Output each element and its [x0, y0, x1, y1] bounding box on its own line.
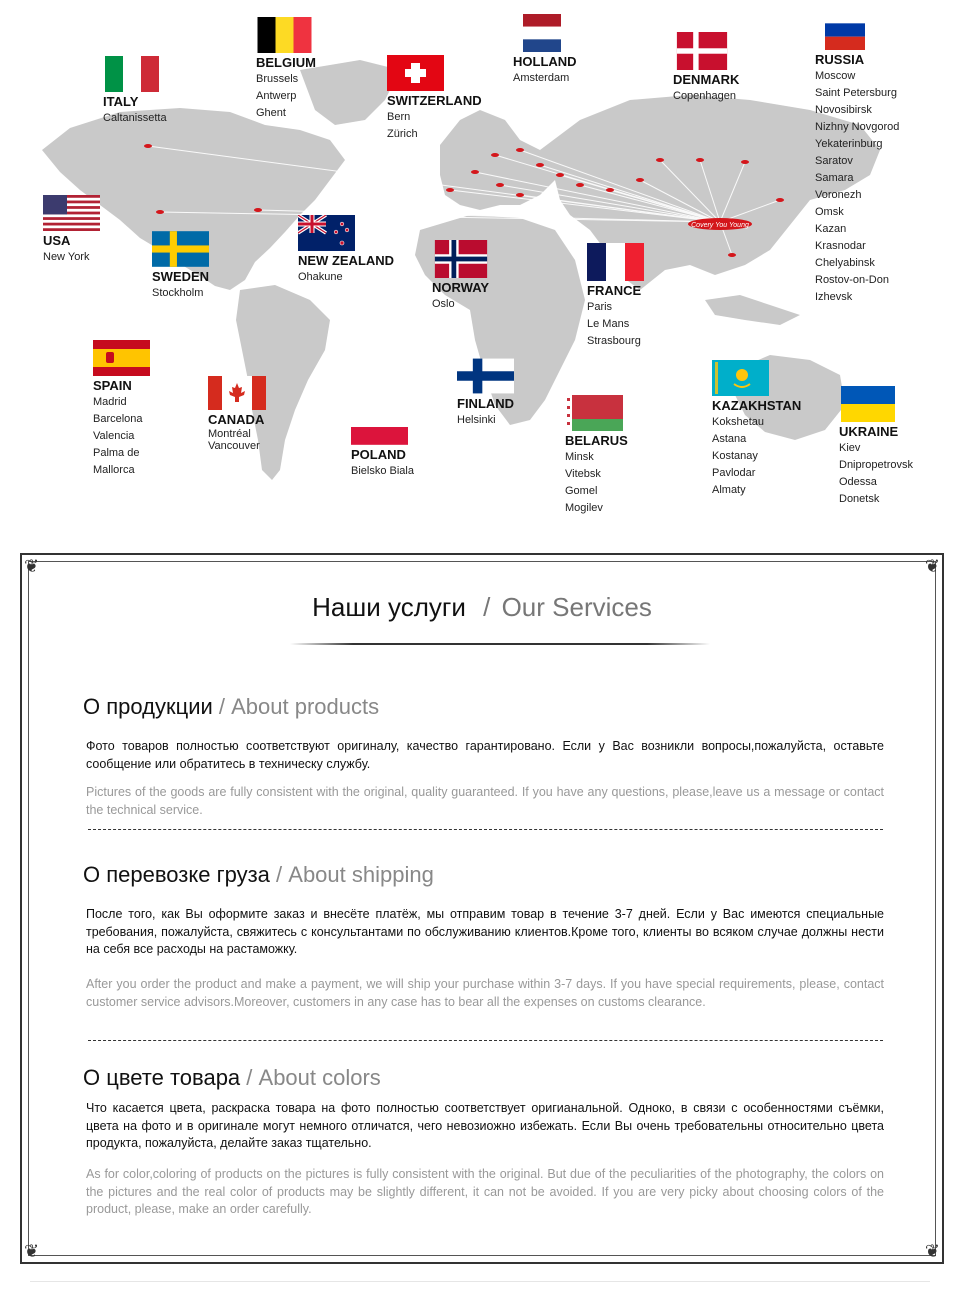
sweden-flag-icon [152, 231, 209, 267]
section-heading-en: / About products [218, 694, 380, 719]
poland-flag-icon [351, 409, 408, 445]
city-name: Dnipropetrovsk [839, 459, 913, 471]
city-list [457, 412, 514, 429]
country-denmark [673, 32, 739, 105]
city-name: Saratov [815, 155, 853, 167]
city-list [513, 70, 577, 87]
italy-flag-icon [103, 56, 161, 92]
location-marker [728, 253, 736, 257]
country-name: KAZAKHSTAN [712, 398, 802, 413]
city-name: Almaty [712, 484, 746, 496]
section-heading-colors [83, 1065, 381, 1091]
city-name: Yekaterinburg [815, 138, 883, 150]
location-marker [516, 148, 524, 152]
city-name: Odessa [839, 476, 877, 488]
finland-flag-icon [457, 358, 514, 394]
city-name: Samara [815, 172, 854, 184]
city-name: Paris [587, 301, 613, 313]
city-name: Ghent [256, 107, 286, 119]
section-text-en: After you order the product and make a payment, we will ship your purchase within 3-7 days. If you have special requirements, please, contact customer service advisors.Moreover, customers in any case has to bear all the expenses on customs clearance. [86, 977, 884, 1009]
france-flag-icon [587, 243, 644, 281]
city-list [587, 299, 644, 350]
belarus-flag-icon [565, 395, 623, 431]
corner-ornament-icon: ❦ [924, 1241, 940, 1261]
country-name: RUSSIA [815, 52, 865, 67]
indonesia-landmass [705, 295, 800, 325]
country-name: FINLAND [457, 396, 515, 411]
section-divider [88, 829, 883, 830]
city-name: Rostov-on-Don [815, 274, 889, 286]
location-marker [156, 210, 164, 214]
title-divider [290, 643, 710, 645]
services-panel [20, 553, 944, 1264]
city-name: Stockholm [152, 287, 204, 299]
country-norway [432, 240, 490, 313]
country-name: ITALY [103, 94, 139, 109]
country-usa [43, 195, 100, 266]
country-spain [93, 340, 150, 479]
city-name: Voronezh [815, 189, 862, 201]
city-name: Copenhagen [673, 90, 737, 102]
city-list [208, 428, 266, 452]
section-heading-en: / About colors [246, 1065, 381, 1090]
location-marker [491, 153, 499, 157]
city-name: Valencia [93, 430, 135, 442]
country-italy [103, 56, 167, 127]
city-name: Omsk [815, 206, 844, 218]
country-name: NORWAY [432, 280, 490, 295]
section-text-ru: Фото товаров полностью соответствуют оригиналу, качество гарантировано. Если у Вас возникли вопросы,пожалуйста, оставьте сообщение или обратитесь в техническу службу. [86, 739, 884, 771]
city-name: Strasbourg [587, 335, 641, 347]
country-new-zealand [298, 215, 394, 286]
city-list [103, 110, 167, 127]
country-name: DENMARK [673, 72, 740, 87]
country-sweden [152, 231, 209, 302]
corner-ornament-icon: ❦ [24, 556, 40, 576]
country-finland [457, 358, 514, 429]
bottom-divider [30, 1281, 930, 1294]
section-text-ru: После того, как Вы оформите заказ и внесёте платёж, мы отправим товар в течение 3-7 дней. Если у Вас имеются специальные требования, пожалуйста, свяжитесь с консультантами по обслуживанию клиентов.Кроме того, клиенты во всяком случае должны нести на себя все расходы на растаможку. [86, 907, 884, 956]
city-name: Mogilev [565, 502, 603, 514]
city-name: Vancouver [208, 440, 260, 452]
corner-ornament-icon: ❦ [24, 1241, 40, 1261]
city-name: Kiev [839, 442, 861, 454]
section-heading-products [83, 694, 379, 720]
country-name: USA [43, 233, 71, 248]
location-marker [254, 208, 262, 212]
country-holland [513, 14, 577, 87]
switzerland-flag-icon [387, 55, 444, 91]
country-name: BELGIUM [256, 55, 316, 70]
city-name: Donetsk [839, 493, 880, 505]
city-name: Mallorca [93, 464, 135, 476]
city-name: Kostanay [712, 450, 758, 462]
location-marker [536, 163, 544, 167]
country-france [587, 243, 644, 350]
city-name: Vitebsk [565, 468, 601, 480]
city-name: Barcelona [93, 413, 143, 425]
new-zealand-flag-icon [298, 215, 355, 251]
section-heading-ru: О цвете товара [83, 1065, 241, 1090]
city-name: Helsinki [457, 414, 496, 426]
usa-flag-icon [43, 195, 100, 231]
city-name: Amsterdam [513, 72, 570, 84]
city-name: Izhevsk [815, 291, 853, 303]
city-name: Krasnodar [815, 240, 866, 252]
city-name: Bern [387, 111, 411, 123]
country-name: HOLLAND [513, 54, 577, 69]
city-list [432, 296, 490, 313]
city-list [815, 68, 899, 306]
location-marker [576, 183, 584, 187]
city-name: Ohakune [298, 271, 343, 283]
location-marker [656, 158, 664, 162]
norway-flag-icon [432, 240, 490, 278]
city-name: Saint Petersburg [815, 87, 897, 99]
russia-flag-icon [815, 10, 875, 50]
city-name: Pavlodar [712, 467, 756, 479]
city-name: Nizhny Novgorod [815, 121, 900, 133]
country-name: FRANCE [587, 283, 642, 298]
banner-text: Covery You Young [691, 222, 749, 229]
city-name: Palma de [93, 447, 140, 459]
section-text-en: As for color,coloring of products on the pictures is fully consistent with the original. But due of the peculiarities of the photography, the colors on the pictures and the real color of products may be slightly different, it can not be avoided. If you are very picky about choosing colors of the product, please, make an order carefully. [86, 1167, 884, 1216]
services-title-en: Our Services [501, 592, 652, 622]
country-belgium [256, 17, 316, 122]
location-marker [741, 160, 749, 164]
country-name: UKRAINE [839, 424, 899, 439]
city-list [43, 249, 100, 266]
country-name: SWITZERLAND [387, 93, 482, 108]
section-heading-shipping [83, 862, 434, 888]
city-name: New York [43, 251, 90, 263]
city-name: Zürich [387, 128, 418, 140]
section-text-en: Pictures of the goods are fully consistent with the original, quality guaranteed. If you have any questions, please,leave us a message or contact the technical service. [86, 785, 884, 817]
city-name: Brussels [256, 73, 299, 85]
city-name: Gomel [565, 485, 598, 497]
city-list [712, 414, 801, 499]
city-list [256, 71, 316, 122]
country-kazakhstan [712, 360, 801, 499]
city-name: Astana [712, 433, 747, 445]
section-heading-ru: О продукции [83, 694, 213, 719]
country-name: POLAND [351, 447, 406, 462]
city-name: Montréal [208, 428, 251, 440]
city-list [387, 109, 482, 143]
location-marker [606, 188, 614, 192]
country-name: BELARUS [565, 433, 628, 448]
city-list [673, 88, 739, 105]
location-marker [556, 173, 564, 177]
belgium-flag-icon [256, 17, 313, 53]
city-list [298, 269, 394, 286]
country-name: CANADA [208, 412, 265, 427]
location-marker [471, 170, 479, 174]
country-canada [208, 376, 266, 452]
country-switzerland [387, 55, 482, 143]
country-name: SWEDEN [152, 269, 210, 284]
location-marker [446, 188, 454, 192]
section-heading-ru: О перевозке груза [83, 862, 270, 887]
title-separator: / [483, 592, 491, 622]
section-text-ru: Что касается цвета, раскраска товара на фото полностью соответствует оригианальной. Одноко, в связи с особенностями съёмки, цвета на фото и в оригинале могут немного отличатся, чего невозиожно избежать. Если Вы очень требовательны относительно цвета продукта, пожалуйста, делайте заказ тщательно. [86, 1101, 884, 1150]
city-name: Caltanissetta [103, 112, 167, 124]
city-name: Minsk [565, 451, 594, 463]
city-name: Kazan [815, 223, 847, 235]
canada-flag-icon [208, 376, 266, 410]
city-name: Antwerp [256, 90, 297, 102]
city-name: Moscow [815, 70, 856, 82]
country-name: SPAIN [93, 378, 132, 393]
city-name: Bielsko Biala [351, 465, 414, 477]
country-poland [351, 409, 414, 480]
city-name: Novosibirsk [815, 104, 872, 116]
city-list [839, 440, 913, 508]
services-title [22, 592, 942, 623]
city-list [565, 449, 628, 517]
country-ukraine [839, 386, 913, 508]
city-list [351, 463, 414, 480]
location-marker [516, 193, 524, 197]
location-marker [144, 144, 152, 148]
spain-flag-icon [93, 340, 150, 376]
location-marker [496, 183, 504, 187]
country-russia [815, 10, 899, 306]
country-name: NEW ZEALAND [298, 253, 395, 268]
city-name: Oslo [432, 298, 455, 310]
city-list [152, 285, 209, 302]
city-name: Madrid [93, 396, 127, 408]
location-marker [636, 178, 644, 182]
city-name: Kokshetau [712, 416, 764, 428]
section-divider [88, 1040, 883, 1041]
city-name: Le Mans [587, 318, 630, 330]
section-heading-en: / About shipping [276, 862, 434, 887]
location-marker [776, 198, 784, 202]
ukraine-flag-icon [839, 386, 897, 422]
city-name: Chelyabinsk [815, 257, 875, 269]
city-list [93, 394, 150, 479]
kazakhstan-flag-icon [712, 360, 769, 396]
location-marker [696, 158, 704, 162]
world-map-section [0, 0, 960, 540]
denmark-flag-icon [673, 32, 731, 70]
corner-ornament-icon: ❦ [924, 556, 940, 576]
country-belarus [565, 395, 628, 517]
netherlands-flag-icon [513, 14, 571, 52]
services-title-ru: Наши услуги [312, 592, 466, 622]
